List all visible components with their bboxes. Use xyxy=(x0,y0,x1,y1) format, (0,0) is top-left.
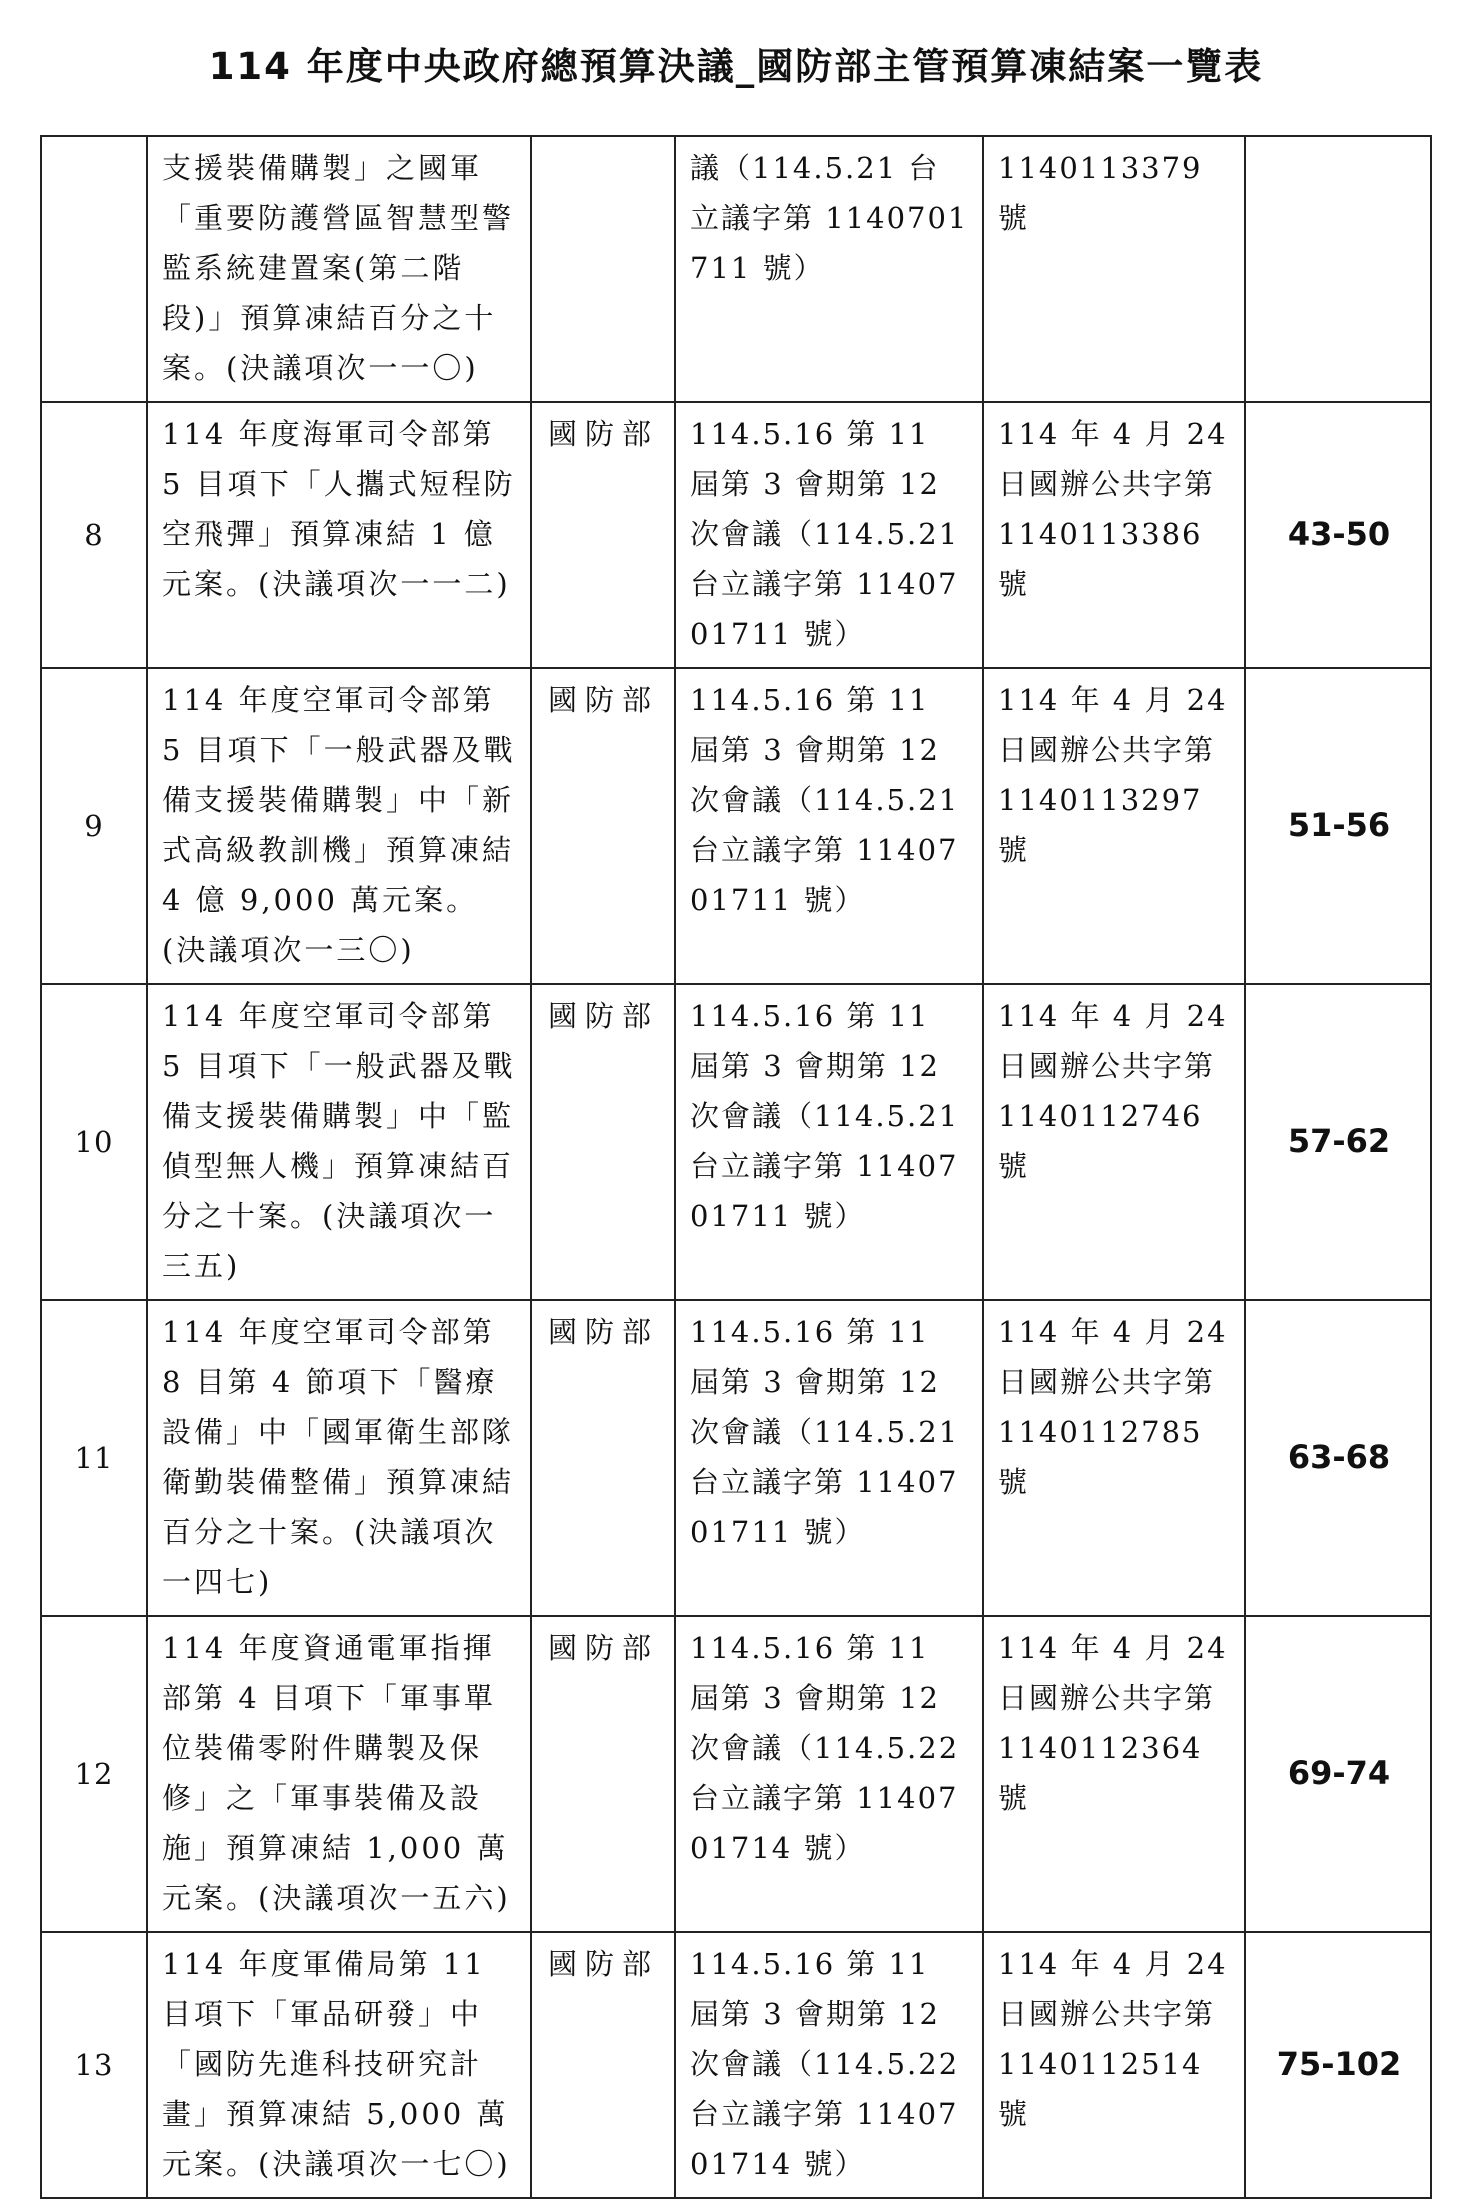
table-row xyxy=(41,1932,1431,2198)
resolution-meeting: 114.5.16 第 11 屆第 3 會期第 12 次會議（114.5.22 台立議字第 1140701714 號） xyxy=(675,1932,983,2198)
document-number: 114 年 4 月 24 日國辦公共字第 1140112514 號 xyxy=(983,1932,1245,2198)
page-range: 43-50 xyxy=(1245,402,1431,668)
row-number: 12 xyxy=(41,1616,147,1932)
responsible-unit xyxy=(531,136,675,402)
row-number xyxy=(41,136,147,402)
document-number: 114 年 4 月 24 日國辦公共字第 1140113386 號 xyxy=(983,402,1245,668)
page-title: 114 年度中央政府總預算決議_國防部主管預算凍結案一覽表 xyxy=(208,45,1264,88)
page-range: 57-62 xyxy=(1245,984,1431,1300)
row-number: 13 xyxy=(41,1932,147,2198)
case-description: 114 年度空軍司令部第 5 目項下「一般武器及戰備支援裝備購製」中「新式高級教訓機」預算凍結 4 億 9,000 萬元案。(決議項次一三〇) xyxy=(147,668,531,984)
responsible-unit: 國防部 xyxy=(531,984,675,1300)
document-number: 114 年 4 月 24 日國辦公共字第 1140112364 號 xyxy=(983,1616,1245,1932)
table-row xyxy=(41,984,1431,1300)
table-row xyxy=(41,402,1431,668)
responsible-unit: 國防部 xyxy=(531,1616,675,1932)
document-number: 114 年 4 月 24 日國辦公共字第 1140112746 號 xyxy=(983,984,1245,1300)
case-description: 114 年度空軍司令部第 5 目項下「一般武器及戰備支援裝備購製」中「監偵型無人機」預算凍結百分之十案。(決議項次一三五) xyxy=(147,984,531,1300)
page-range: 51-56 xyxy=(1245,668,1431,984)
table-row xyxy=(41,668,1431,984)
page-range: 75-102 xyxy=(1245,1932,1431,2198)
resolution-meeting: 議（114.5.21 台立議字第 1140701711 號） xyxy=(675,136,983,402)
case-description: 114 年度資通電軍指揮部第 4 目項下「軍事單位裝備零附件購製及保修」之「軍事裝備及設施」預算凍結 1,000 萬元案。(決議項次一五六) xyxy=(147,1616,531,1932)
responsible-unit: 國防部 xyxy=(531,668,675,984)
document-number: 114 年 4 月 24 日國辦公共字第 1140112785 號 xyxy=(983,1300,1245,1616)
document-number: 114 年 4 月 24 日國辦公共字第 1140113297 號 xyxy=(983,668,1245,984)
table-row xyxy=(41,1616,1431,1932)
page-range: 69-74 xyxy=(1245,1616,1431,1932)
row-number: 8 xyxy=(41,402,147,668)
table-row xyxy=(41,136,1431,402)
responsible-unit: 國防部 xyxy=(531,402,675,668)
page-range xyxy=(1245,136,1431,402)
responsible-unit: 國防部 xyxy=(531,1932,675,2198)
case-description: 114 年度海軍司令部第 5 目項下「人攜式短程防空飛彈」預算凍結 1 億元案。(決議項次一一二) xyxy=(147,402,531,668)
resolution-meeting: 114.5.16 第 11 屆第 3 會期第 12 次會議（114.5.21 台立議字第 1140701711 號） xyxy=(675,984,983,1300)
budget-freeze-table xyxy=(40,135,1432,2199)
page-range: 63-68 xyxy=(1245,1300,1431,1616)
case-description: 支援裝備購製」之國軍「重要防護營區智慧型警監系統建置案(第二階段)」預算凍結百分之十案。(決議項次一一〇) xyxy=(147,136,531,402)
document-number: 1140113379 號 xyxy=(983,136,1245,402)
case-description: 114 年度軍備局第 11 目項下「軍品研發」中「國防先進科技研究計畫」預算凍結 5,000 萬元案。(決議項次一七〇) xyxy=(147,1932,531,2198)
resolution-meeting: 114.5.16 第 11 屆第 3 會期第 12 次會議（114.5.21 台立議字第 1140701711 號） xyxy=(675,668,983,984)
row-number: 9 xyxy=(41,668,147,984)
resolution-meeting: 114.5.16 第 11 屆第 3 會期第 12 次會議（114.5.22 台立議字第 1140701714 號） xyxy=(675,1616,983,1932)
case-description: 114 年度空軍司令部第 8 目第 4 節項下「醫療設備」中「國軍衛生部隊衛勤裝備整備」預算凍結百分之十案。(決議項次一四七) xyxy=(147,1300,531,1616)
row-number: 10 xyxy=(41,984,147,1300)
resolution-meeting: 114.5.16 第 11 屆第 3 會期第 12 次會議（114.5.21 台立議字第 1140701711 號） xyxy=(675,402,983,668)
row-number: 11 xyxy=(41,1300,147,1616)
responsible-unit: 國防部 xyxy=(531,1300,675,1616)
table-row xyxy=(41,1300,1431,1616)
resolution-meeting: 114.5.16 第 11 屆第 3 會期第 12 次會議（114.5.21 台立議字第 1140701711 號） xyxy=(675,1300,983,1616)
